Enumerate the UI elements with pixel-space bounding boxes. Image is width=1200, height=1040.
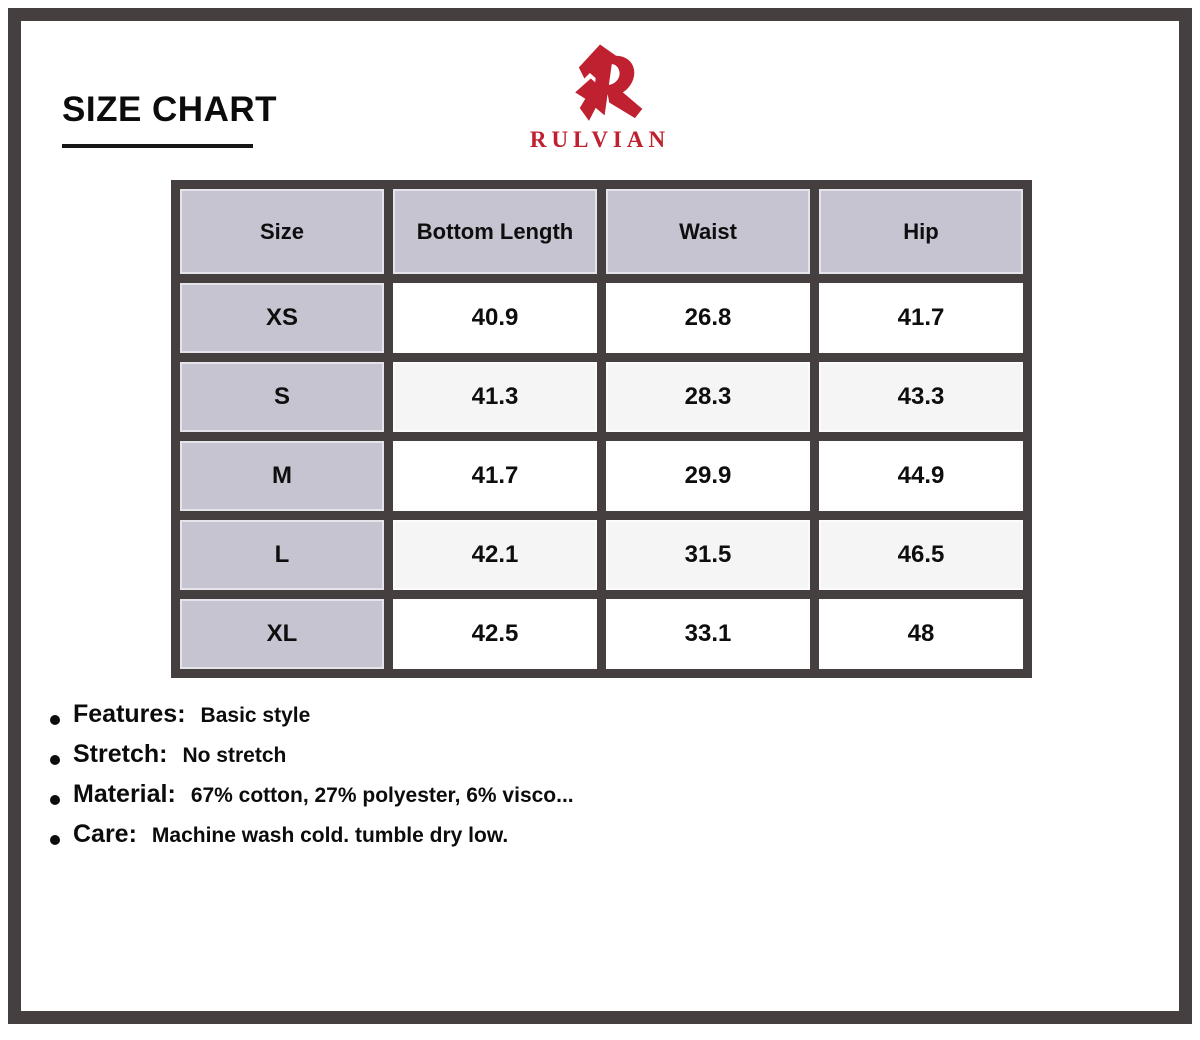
brand-logo-icon [554, 34, 646, 124]
value-cell: 29.9 [606, 441, 810, 511]
bullet-icon [50, 715, 60, 725]
detail-value: No stretch [182, 744, 287, 767]
bullet-icon [50, 755, 60, 765]
table-row-m [180, 441, 1023, 511]
size-cell: S [180, 362, 384, 432]
detail-label: Care: [73, 820, 137, 848]
brand-logo [490, 34, 710, 153]
column-header-bottom-length: Bottom Length [393, 189, 597, 274]
size-cell: L [180, 520, 384, 590]
value-cell: 33.1 [606, 599, 810, 669]
product-details-list [50, 700, 574, 860]
value-cell: 28.3 [606, 362, 810, 432]
size-cell: XL [180, 599, 384, 669]
title-block [62, 90, 277, 148]
value-cell: 41.7 [819, 283, 1023, 353]
value-cell: 41.7 [393, 441, 597, 511]
detail-value: Basic style [200, 704, 311, 727]
brand-name: RULVIAN [529, 127, 671, 152]
size-cell: XS [180, 283, 384, 353]
title-underline [62, 144, 253, 148]
bullet-icon [50, 835, 60, 845]
detail-value: Machine wash cold. tumble dry low. [151, 824, 509, 847]
value-cell: 48 [819, 599, 1023, 669]
value-cell: 40.9 [393, 283, 597, 353]
size-table [171, 180, 1032, 678]
column-header-size: Size [180, 189, 384, 274]
value-cell: 46.5 [819, 520, 1023, 590]
page-title: SIZE CHART [62, 90, 277, 129]
detail-label: Material: [73, 780, 176, 808]
bullet-icon [50, 795, 60, 805]
column-header-waist: Waist [606, 189, 810, 274]
column-header-hip: Hip [819, 189, 1023, 274]
value-cell: 31.5 [606, 520, 810, 590]
header-row [180, 189, 1023, 274]
detail-item-material [50, 780, 574, 820]
detail-label: Stretch: [73, 740, 168, 768]
value-cell: 41.3 [393, 362, 597, 432]
detail-item-features [50, 700, 574, 740]
value-cell: 42.1 [393, 520, 597, 590]
table-row-l [180, 520, 1023, 590]
detail-value: 67% cotton, 27% polyester, 6% visco... [190, 784, 574, 807]
table-row-s [180, 362, 1023, 432]
value-cell: 44.9 [819, 441, 1023, 511]
detail-item-care [50, 820, 574, 860]
value-cell: 43.3 [819, 362, 1023, 432]
detail-item-stretch [50, 740, 574, 780]
table-row-xs [180, 283, 1023, 353]
table-row-xl [180, 599, 1023, 669]
value-cell: 42.5 [393, 599, 597, 669]
size-cell: M [180, 441, 384, 511]
value-cell: 26.8 [606, 283, 810, 353]
detail-label: Features: [73, 700, 186, 728]
